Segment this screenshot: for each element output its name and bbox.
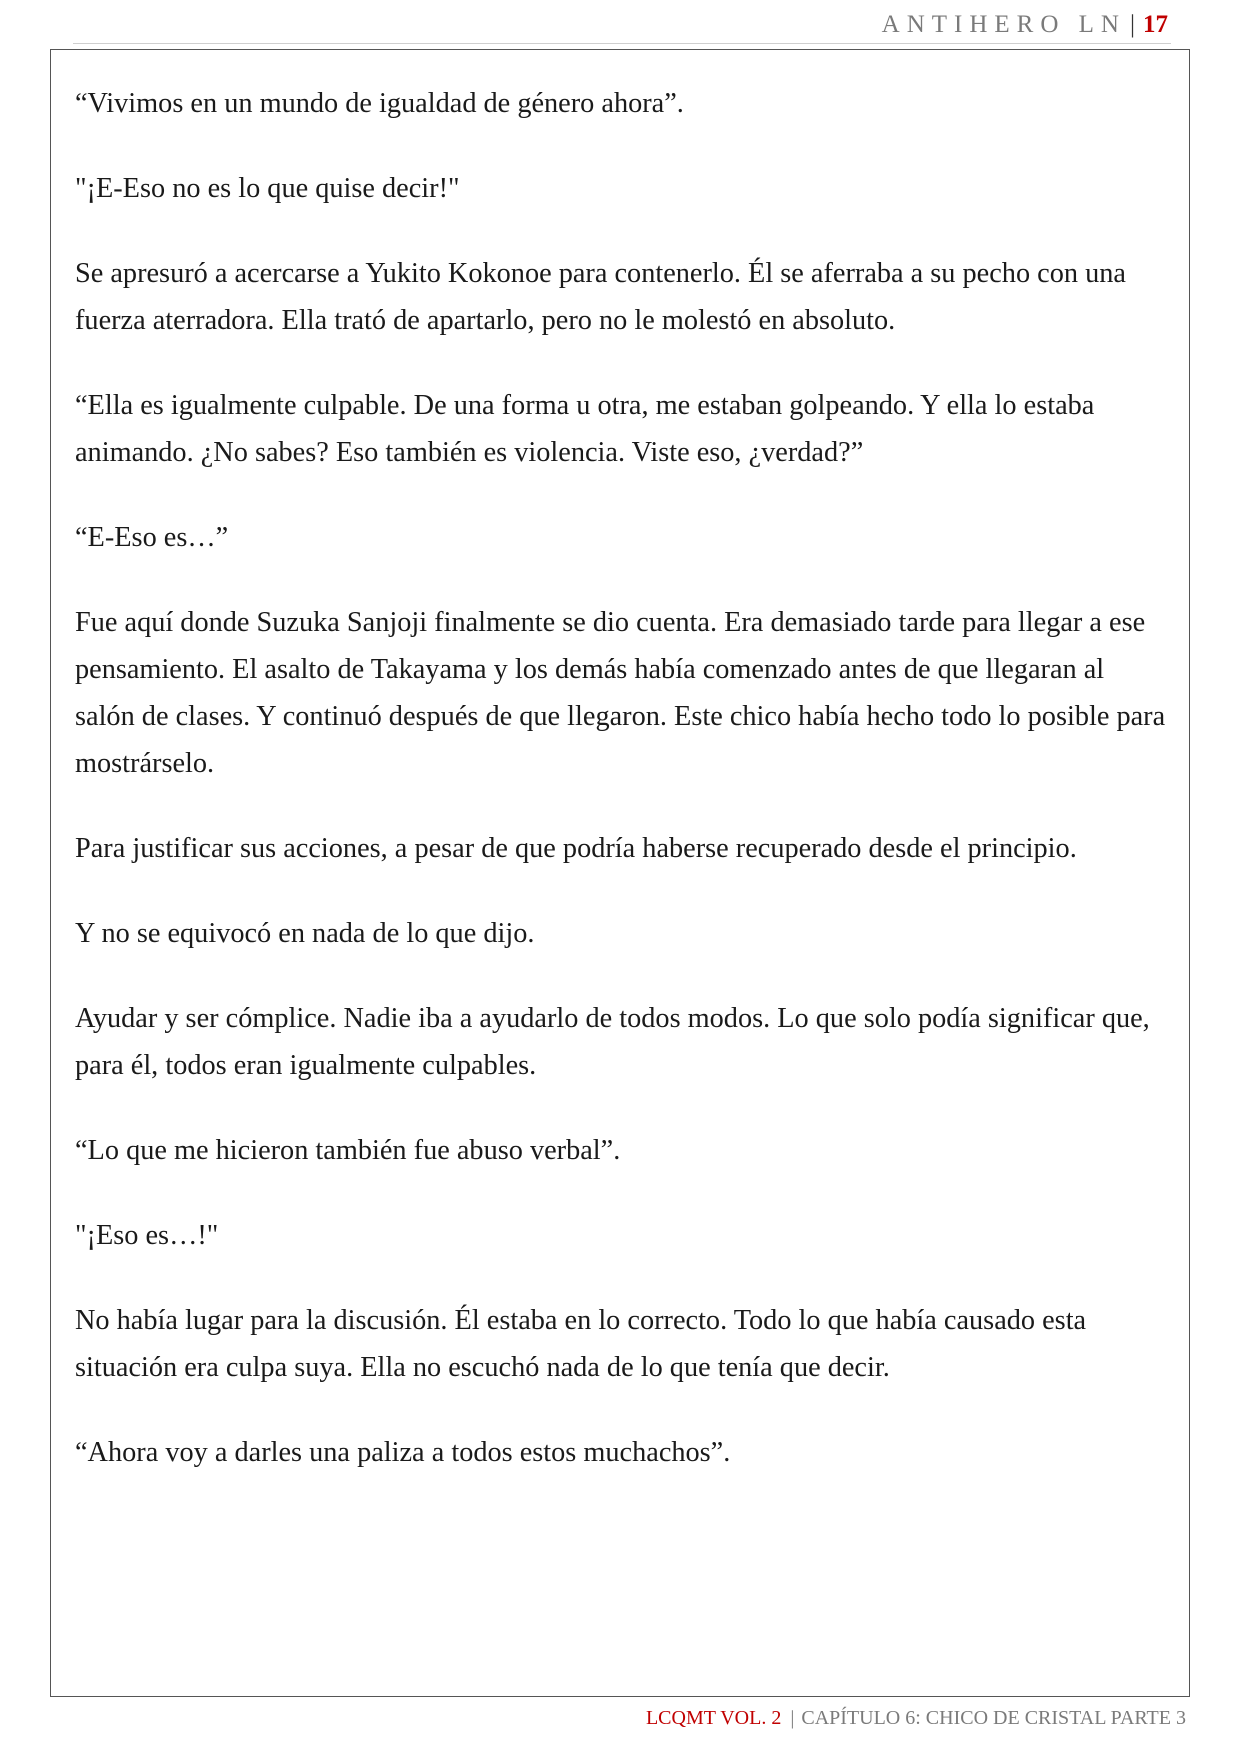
- page-number: 17: [1143, 11, 1168, 38]
- paragraph: Se apresuró a acercarse a Yukito Kokonoe para contenerlo. Él se aferraba a su pecho con una fuerza aterradora. Ella trató de apartarlo, pero no le molestó en absoluto.: [75, 258, 1126, 336]
- site-title: ANTIHERO LN: [881, 11, 1126, 38]
- paragraph: "¡E-Eso no es lo que quise decir!": [75, 173, 460, 204]
- header-separator: |: [1129, 11, 1135, 38]
- paragraph: Y no se equivocó en nada de lo que dijo.: [75, 918, 535, 949]
- header-rule: [73, 43, 1171, 44]
- paragraph: "¡Eso es…!": [75, 1220, 219, 1251]
- page-header: [882, 8, 1168, 42]
- paragraph: “Ahora voy a darles una paliza a todos estos muchachos”.: [75, 1437, 731, 1468]
- paragraph: Fue aquí donde Suzuka Sanjoji finalmente se dio cuenta. Era demasiado tarde para llegar a ese pensamiento. El asalto de Takayama y los demás había comenzado antes de que llegaran al salón de clases. Y continuó después de que llegaron. Este chico había hecho todo lo posible para mostrárselo.: [75, 607, 1166, 779]
- paragraph: Para justificar sus acciones, a pesar de que podría haberse recuperado desde el principio.: [75, 833, 1077, 864]
- page-body: [75, 80, 1170, 1514]
- footer-separator: |: [790, 1707, 795, 1729]
- footer-volume: LCQMT VOL. 2: [645, 1707, 782, 1729]
- paragraph: “Vivimos en un mundo de igualdad de género ahora”.: [75, 88, 684, 119]
- paragraph: No había lugar para la discusión. Él estaba en lo correcto. Todo lo que había causado esta situación era culpa suya. Ella no escuchó nada de lo que tenía que decir.: [75, 1305, 1087, 1383]
- paragraph: “E-Eso es…”: [75, 522, 229, 553]
- paragraph: Ayudar y ser cómplice. Nadie iba a ayudarlo de todos modos. Lo que solo podía significar que, para él, todos eran igualmente culpables.: [75, 1003, 1150, 1081]
- page-footer: [646, 1707, 1186, 1730]
- paragraph: “Lo que me hicieron también fue abuso verbal”.: [75, 1135, 621, 1166]
- footer-chapter: CAPÍTULO 6: CHICO DE CRISTAL PARTE 3: [801, 1707, 1186, 1729]
- paragraph: “Ella es igualmente culpable. De una forma u otra, me estaban golpeando. Y ella lo estaba animando. ¿No sabes? Eso también es violencia. Viste eso, ¿verdad?”: [75, 390, 1095, 468]
